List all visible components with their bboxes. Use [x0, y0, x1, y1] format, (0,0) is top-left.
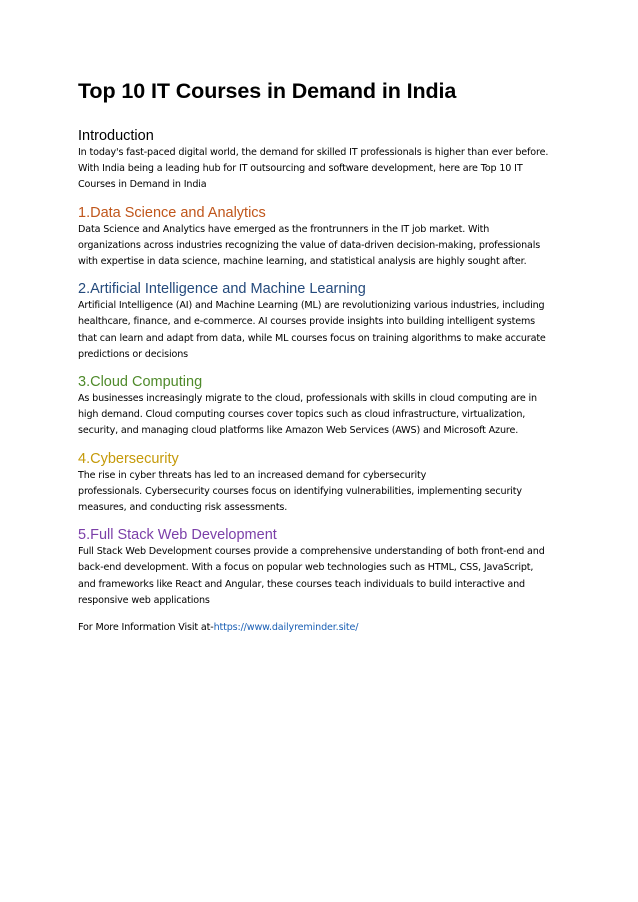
- course-section-2: [78, 280, 568, 363]
- course-section-4: [78, 450, 568, 517]
- section-paragraph: [78, 298, 568, 363]
- intro-line: Courses in Demand in India: [78, 179, 207, 191]
- paragraph-line: Full Stack Web Development courses provide a comprehensive understanding of both front-end and: [78, 546, 545, 558]
- intro-line: In today's fast-paced digital world, the demand for skilled IT professionals is higher than ever before.: [78, 147, 549, 158]
- section-paragraph: [78, 544, 568, 609]
- course-section-5: [78, 526, 568, 609]
- page-title: Top 10 IT Courses in Demand in India: [78, 79, 457, 103]
- section-heading-data-science: 1.Data Science and Analytics: [78, 204, 266, 221]
- paragraph-line: high demand. Cloud computing courses cover topics such as cloud infrastructure, virtualization,: [78, 409, 526, 421]
- intro-line: With India being a leading hub for IT outsourcing and software development, here are Top 10 IT: [78, 163, 523, 175]
- paragraph-line: The rise in cyber threats has led to an increased demand for cybersecurity: [78, 469, 427, 481]
- paragraph-line: Artificial Intelligence (AI) and Machine Learning (ML) are revolutionizing various industries, including: [78, 300, 545, 312]
- course-section-1: [78, 204, 568, 271]
- paragraph-line: organizations across industries recognizing the value of data-driven decision-making, professionals: [78, 239, 541, 251]
- intro-heading: Introduction: [78, 128, 154, 144]
- paragraph-line: healthcare, finance, and e-commerce. AI courses provide insights into building intelligent systems: [78, 316, 536, 328]
- website-link[interactable]: https://www.dailyreminder.site/: [213, 622, 359, 634]
- paragraph-line: professionals. Cybersecurity courses focus on identifying vulnerabilities, implementing security: [78, 485, 522, 497]
- paragraph-line: with expertise in data science, machine learning, and statistical analysis are highly sought after.: [78, 256, 527, 268]
- section-paragraph: [78, 222, 568, 271]
- course-section-3: [78, 373, 568, 440]
- document-page: [78, 76, 568, 636]
- section-heading-cybersecurity: 4.Cybersecurity: [78, 450, 179, 467]
- paragraph-line: responsive web applications: [78, 594, 210, 606]
- paragraph-line: that can learn and adapt from data, while ML courses focus on training algorithms to make accurate: [78, 332, 546, 344]
- intro-section: [78, 127, 568, 194]
- section-heading-ai-ml: 2.Artificial Intelligence and Machine Learning: [78, 281, 366, 298]
- paragraph-line: measures, and conducting risk assessments.: [78, 502, 288, 514]
- section-paragraph: [78, 468, 568, 517]
- section-heading-cloud: 3.Cloud Computing: [78, 374, 203, 391]
- footer-prefix: For More Information Visit at-: [78, 622, 214, 634]
- paragraph-line: security, and managing cloud platforms like Amazon Web Services (AWS) and Microsoft Azure.: [78, 425, 519, 437]
- intro-paragraph: [78, 145, 568, 194]
- section-paragraph: [78, 391, 568, 440]
- paragraph-line: back-end development. With a focus on popular web technologies such as HTML, CSS, JavaScript,: [78, 562, 534, 574]
- paragraph-line: predictions or decisions: [78, 348, 188, 360]
- footer-line: [78, 620, 568, 636]
- section-heading-full-stack: 5.Full Stack Web Development: [78, 527, 277, 544]
- paragraph-line: and frameworks like React and Angular, these courses teach individuals to build interactive and: [78, 578, 525, 590]
- paragraph-line: As businesses increasingly migrate to the cloud, professionals with skills in cloud computing are in: [78, 393, 537, 405]
- paragraph-line: Data Science and Analytics have emerged as the frontrunners in the IT job market. With: [78, 223, 490, 235]
